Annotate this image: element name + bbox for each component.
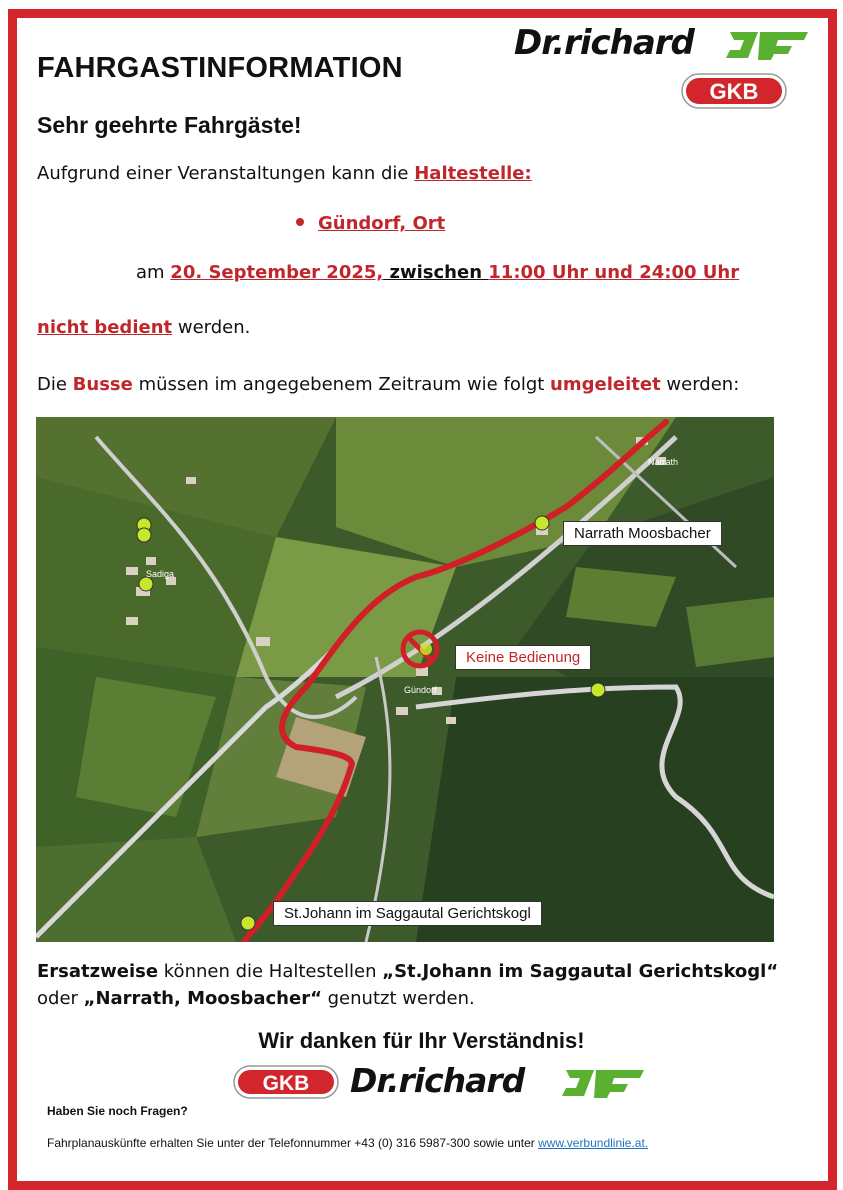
- bullet-icon: [296, 218, 304, 226]
- svg-text:GKB: GKB: [709, 79, 759, 104]
- ersatz-word: Ersatzweise: [37, 961, 159, 982]
- greeting: Sehr geehrte Fahrgäste!: [37, 112, 302, 138]
- thanks-message: Wir danken für Ihr Verständnis!: [258, 1028, 585, 1053]
- alt-text-3: genutzt werden.: [321, 988, 475, 1009]
- label-narrath-moosbacher: Narrath Moosbacher: [563, 521, 722, 546]
- svg-text:Dr.richard: Dr.richard: [350, 1062, 525, 1100]
- svg-text:GKB: GKB: [262, 1072, 310, 1095]
- umgeleitet-word: umgeleitet: [550, 374, 661, 395]
- dr-richard-logo: [512, 24, 812, 64]
- between-word: zwischen: [383, 262, 489, 283]
- busse-prefix: Die: [37, 374, 73, 395]
- time-range: 11:00 Uhr und 24:00 Uhr: [488, 262, 740, 283]
- questions-heading: Haben Sie noch Fragen?: [47, 1104, 188, 1118]
- alternative-stops: [37, 958, 797, 1012]
- alt-text-1: können die Haltestellen: [158, 961, 383, 982]
- place-gundorf: Gündorf: [404, 685, 437, 695]
- place-narrath: Narrath: [648, 457, 679, 467]
- alt-stop-1: „St.Johann im Saggautal Gerichtskogl“: [382, 961, 779, 982]
- alt-text-2: oder: [37, 988, 84, 1009]
- busse-word: Busse: [72, 374, 133, 395]
- notice-line-1: [37, 163, 532, 184]
- not-served-line: [37, 317, 250, 338]
- dr-richard-logo-bottom: [348, 1062, 648, 1102]
- footer-info: [47, 1136, 648, 1150]
- page-title: FAHRGASTINFORMATION: [37, 52, 403, 84]
- detour-map: [36, 417, 774, 942]
- footer-info-text: Fahrplanauskünfte erhalten Sie unter der Telefonnummer +43 (0) 316 5987-300 sowie unter: [47, 1136, 539, 1150]
- detour-line: [37, 374, 739, 395]
- date-prefix: am: [136, 262, 171, 283]
- line1-prefix: Aufgrund einer Veranstaltungen kann die: [37, 163, 415, 184]
- label-st-johann: St.Johann im Saggautal Gerichtskogl: [273, 901, 542, 926]
- verbundlinie-link[interactable]: www.verbundlinie.at.: [538, 1136, 649, 1150]
- date-value: 20. September 2025,: [170, 262, 384, 283]
- stop-name: Gündorf, Ort: [318, 213, 446, 234]
- busse-suffix: werden:: [660, 374, 740, 395]
- map-image: [36, 417, 774, 942]
- affected-stop: [296, 213, 445, 234]
- dr-richard-logo-text: Dr.richard: [514, 24, 694, 63]
- alt-stop-2: „Narrath, Moosbacher“: [83, 988, 322, 1009]
- not-served-suffix: werden.: [172, 317, 251, 338]
- place-sadiga: Sadiga: [146, 569, 175, 579]
- busse-middle: müssen im angegebenem Zeitraum wie folgt: [132, 374, 551, 395]
- haltestelle-highlight: Haltestelle:: [414, 163, 532, 184]
- label-keine-bedienung: Keine Bedienung: [455, 645, 591, 670]
- gkb-logo: [680, 72, 788, 110]
- date-line: [136, 262, 739, 283]
- not-served-text: nicht bedient: [37, 317, 173, 338]
- gkb-logo-bottom: [232, 1064, 340, 1100]
